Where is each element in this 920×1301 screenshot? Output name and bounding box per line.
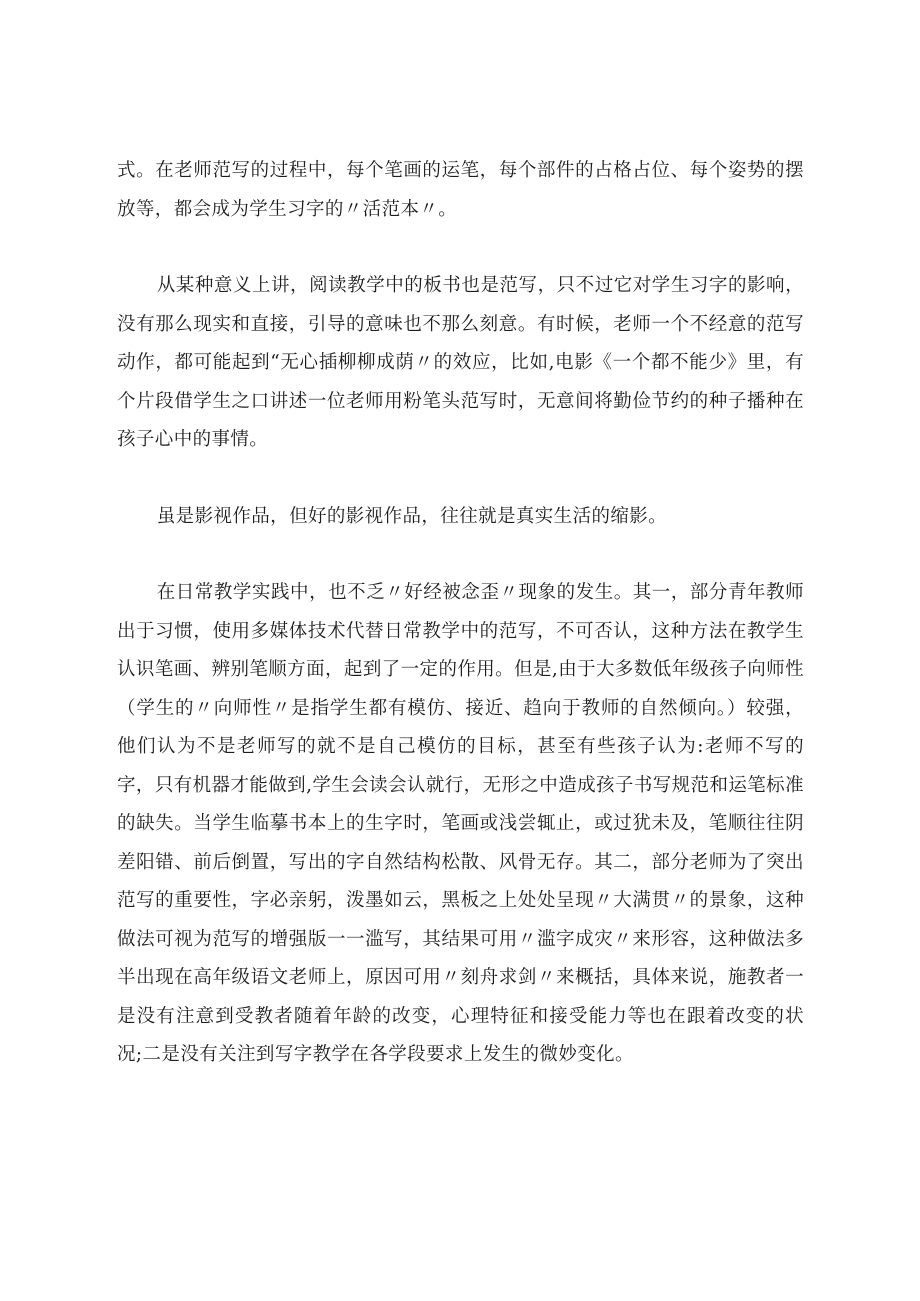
paragraph-blackboard-writing: 从某种意义上讲，阅读教学中的板书也是范写，只不过它对学生习字的影响，没有那么现实和直接，引导的意味也不那么刻意。有时候，老师一个不经意的范写动作，都可能起到“无心插柳柳成荫〃的效应，比如,电影《一个都不能少》里，有个片段借学生之口讲述一位老师用粉笔头范写时，无意间将勤俭节约的种子播种在孩子心中的事情。 [117,275,804,450]
paragraph-continued: 式。在老师范写的过程中，每个笔画的运笔，每个部件的占格占位、每个姿势的摆放等，都会成为学生习字的〃活范本〃。 [117,160,804,220]
document-body [117,152,804,1075]
paragraph-film-reflection: 虽是影视作品，但好的影视作品，往往就是真实生活的缩影。 [156,505,668,527]
paragraph-teaching-practice: 在日常教学实践中，也不乏〃好经被念歪〃现象的发生。其一，部分青年教师出于习惯，使用多媒体技术代替日常教学中的范写，不可否认，这种方法在教学生认识笔画、辨别笔顺方面，起到了一定的作用。但是,由于大多数低年级孩子向师性（学生的〃向师性〃是指学生都有模仿、接近、趋向于教师的自然倾向。）较强，他们认为不是老师写的就不是自己模仿的目标，甚至有些孩子认为:老师不写的字，只有机器才能做到,学生会读会认就行，无形之中造成孩子书写规范和运笔标准的缺失。当学生临摹书本上的生字时，笔画或浅尝辄止，或过犹未及，笔顺往往阴差阳错、前后倒置，写出的字自然结构松散、风骨无存。其二，部分老师为了突出范写的重要性，字必亲躬，泼墨如云，黑板之上处处呈现〃大满贯〃的景象，这种做法可视为范写的增强版一一滥写，其结果可用〃滥字成灾〃来形容，这种做法多半出现在高年级语文老师上，原因可用〃刻舟求剑〃来概括，具体来说，施教者一是没有注意到受教者随着年龄的改变，心理特征和接受能力等也在跟着改变的状况;二是没有关注到写字教学在各学段要求上发生的微妙变化。 [117,582,804,1065]
